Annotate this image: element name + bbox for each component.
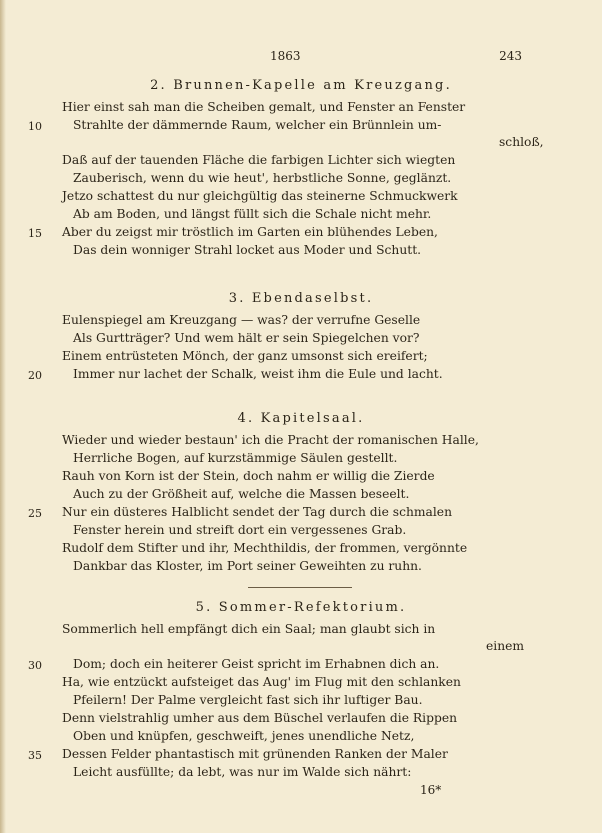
verse-line: Das dein wonniger Strahl locket aus Moder und Schutt.: [73, 243, 422, 257]
verse-line: Als Gurtträger? Und wem hält er sein Spiegelchen vor?: [73, 331, 420, 345]
verse-line: Wieder und wieder bestaun' ich die Pracht der romanischen Halle,: [62, 433, 479, 447]
verse-line: Aber du zeigst mir tröstlich im Garten ein blühendes Leben,: [62, 225, 438, 239]
verse-line: schloß,: [499, 135, 544, 149]
verse-line: Fenster herein und streift dort ein vergessenes Grab.: [73, 523, 407, 537]
section-title: 2. Brunnen-Kapelle am Kreuzgang.: [150, 78, 452, 93]
section-title: 3. Ebendaselbst.: [228, 291, 374, 306]
verse-line: Pfeilern! Der Palme vergleicht fast sich ihr luftiger Bau.: [73, 693, 423, 707]
verse-line: Eulenspiegel am Kreuzgang — was? der verrufne Geselle: [62, 313, 421, 327]
line-number: 25: [28, 507, 42, 520]
line-number: 20: [28, 369, 42, 382]
line-number: 15: [28, 227, 42, 240]
section-sommer-refektorium: [0, 600, 602, 615]
verse-line: Herrliche Bogen, auf kurzstämmige Säulen gestellt.: [73, 451, 398, 465]
verse-line: Ab am Boden, und längst füllt sich die Schale nicht mehr.: [73, 207, 432, 221]
section-title: 4. Kapitelsaal.: [237, 411, 365, 426]
verse-line: Daß auf der tauenden Fläche die farbigen Lichter sich wiegten: [62, 153, 456, 167]
running-header: [0, 49, 602, 65]
section-title: 5. Sommer-Refektorium.: [195, 600, 407, 615]
verse-line: Hier einst sah man die Scheiben gemalt, und Fenster an Fenster: [62, 100, 466, 114]
verse-line: Zauberisch, wenn du wie heut', herbstliche Sonne, geglänzt.: [73, 171, 452, 185]
verse-line: Rauh von Korn ist der Stein, doch nahm er willig die Zierde: [62, 469, 435, 483]
verse-line: Dessen Felder phantastisch mit grünenden Ranken der Maler: [62, 747, 448, 761]
verse-line: Nur ein düsteres Halblicht sendet der Tag durch die schmalen: [62, 505, 452, 519]
verse-line: Einem entrüsteten Mönch, der ganz umsonst sich ereifert;: [62, 349, 428, 363]
verse-line: Denn vielstrahlig umher aus dem Büschel verlaufen die Rippen: [62, 711, 458, 725]
header-year: 1863: [270, 49, 301, 63]
verse-line: Oben und knüpfen, geschweift, jenes unendliche Netz,: [73, 729, 415, 743]
verse-line: Jetzo schattest du nur gleichgültig das steinerne Schmuckwerk: [62, 189, 458, 203]
line-number: 35: [28, 749, 42, 762]
verse-line: Immer nur lachet der Schalk, weist ihm die Eule und lacht.: [73, 367, 443, 381]
verse-line: Dankbar das Kloster, im Port seiner Geweihten zu ruhn.: [73, 559, 422, 573]
line-number: 10: [28, 120, 42, 133]
line-number: 30: [28, 659, 42, 672]
signature-mark: 16*: [420, 783, 442, 797]
verse-line: Strahlte der dämmernde Raum, welcher ein Brünnlein um-: [73, 118, 442, 132]
verse-line: Ha, wie entzückt aufsteiget das Aug' im Flug mit den schlanken: [62, 675, 461, 689]
section-brunnen-kapelle: [0, 78, 602, 93]
verse-line: Auch zu der Größheit auf, welche die Massen beseelt.: [73, 487, 410, 501]
verse-line: Dom; doch ein heiterer Geist spricht im Erhabnen dich an.: [73, 657, 440, 671]
section-divider: [248, 587, 352, 588]
verse-line: Sommerlich hell empfängt dich ein Saal; man glaubt sich in: [62, 622, 436, 636]
verse-line: Rudolf dem Stifter und ihr, Mechthildis, der frommen, vergönnte: [62, 541, 468, 555]
section-kapitelsaal: [0, 411, 602, 426]
page-number: 243: [499, 49, 522, 63]
verse-line: Leicht ausfüllte; da lebt, was nur im Walde sich nährt:: [73, 765, 412, 779]
verse-line: einem: [486, 639, 525, 653]
section-ebendaselbst: [0, 291, 602, 306]
